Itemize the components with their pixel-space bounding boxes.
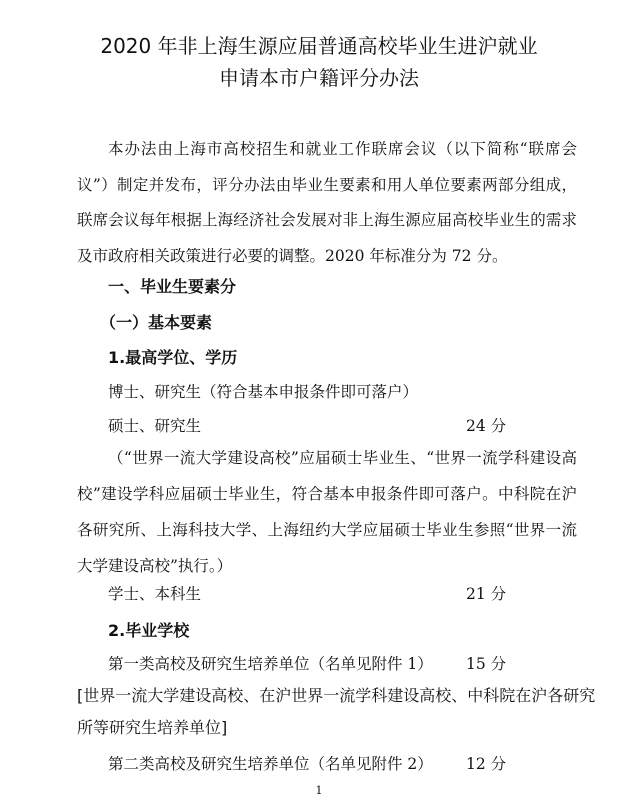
master-note: （“世界一流大学建设高校”应届硕士毕业生、“世界一流学科建设高校”建设学科应届硕士毕业生，符合基本申报条件即可落户。中科院在沪各研究所、上海科技大学、上海纽约大学应届硕士毕业生参照“世界一流大学建设高校”执行。）: [77, 449, 577, 575]
document-title-line1: 2020 年非上海生源应届普通高校毕业生进沪就业: [100, 34, 538, 58]
page-number: 1: [315, 784, 323, 797]
class1-score: 15 分: [466, 655, 507, 673]
master-line: 硕士、研究生: [108, 417, 202, 435]
class2-line: 第二类高校及研究生培养单位（名单见附件 2）: [108, 755, 433, 773]
class2-score: 12 分: [466, 755, 507, 773]
item-heading-school: 2.毕业学校: [108, 621, 190, 640]
item-heading-degree: 1.最高学位、学历: [108, 348, 238, 367]
bachelor-line: 学士、本科生: [108, 585, 202, 603]
section-heading: 一、毕业生要素分: [108, 277, 237, 296]
document-title-line2: 申请本市户籍评分办法: [219, 66, 419, 90]
master-score: 24 分: [466, 417, 507, 435]
class1-line: 第一类高校及研究生培养单位（名单见附件 1）: [108, 655, 433, 673]
doctor-line: 博士、研究生（符合基本申报条件即可落户）: [108, 383, 419, 401]
subsection-heading: （一）基本要素: [100, 313, 213, 332]
bachelor-score: 21 分: [466, 585, 507, 603]
class1-note: [世界一流大学建设高校、在沪世界一流学科建设高校、中科院在沪各研究所等研究生培养单位]: [77, 686, 596, 737]
intro-paragraph: 本办法由上海市高校招生和就业工作联席会议（以下简称“联席会议”）制定并发布，评分办法由毕业生要素和用人单位要素两部分组成，联席会议每年根据上海经济社会发展对非上海生源应届高校毕业生的需求及市政府相关政策进行必要的调整。2020 年标准分为 72 分。: [77, 140, 577, 265]
